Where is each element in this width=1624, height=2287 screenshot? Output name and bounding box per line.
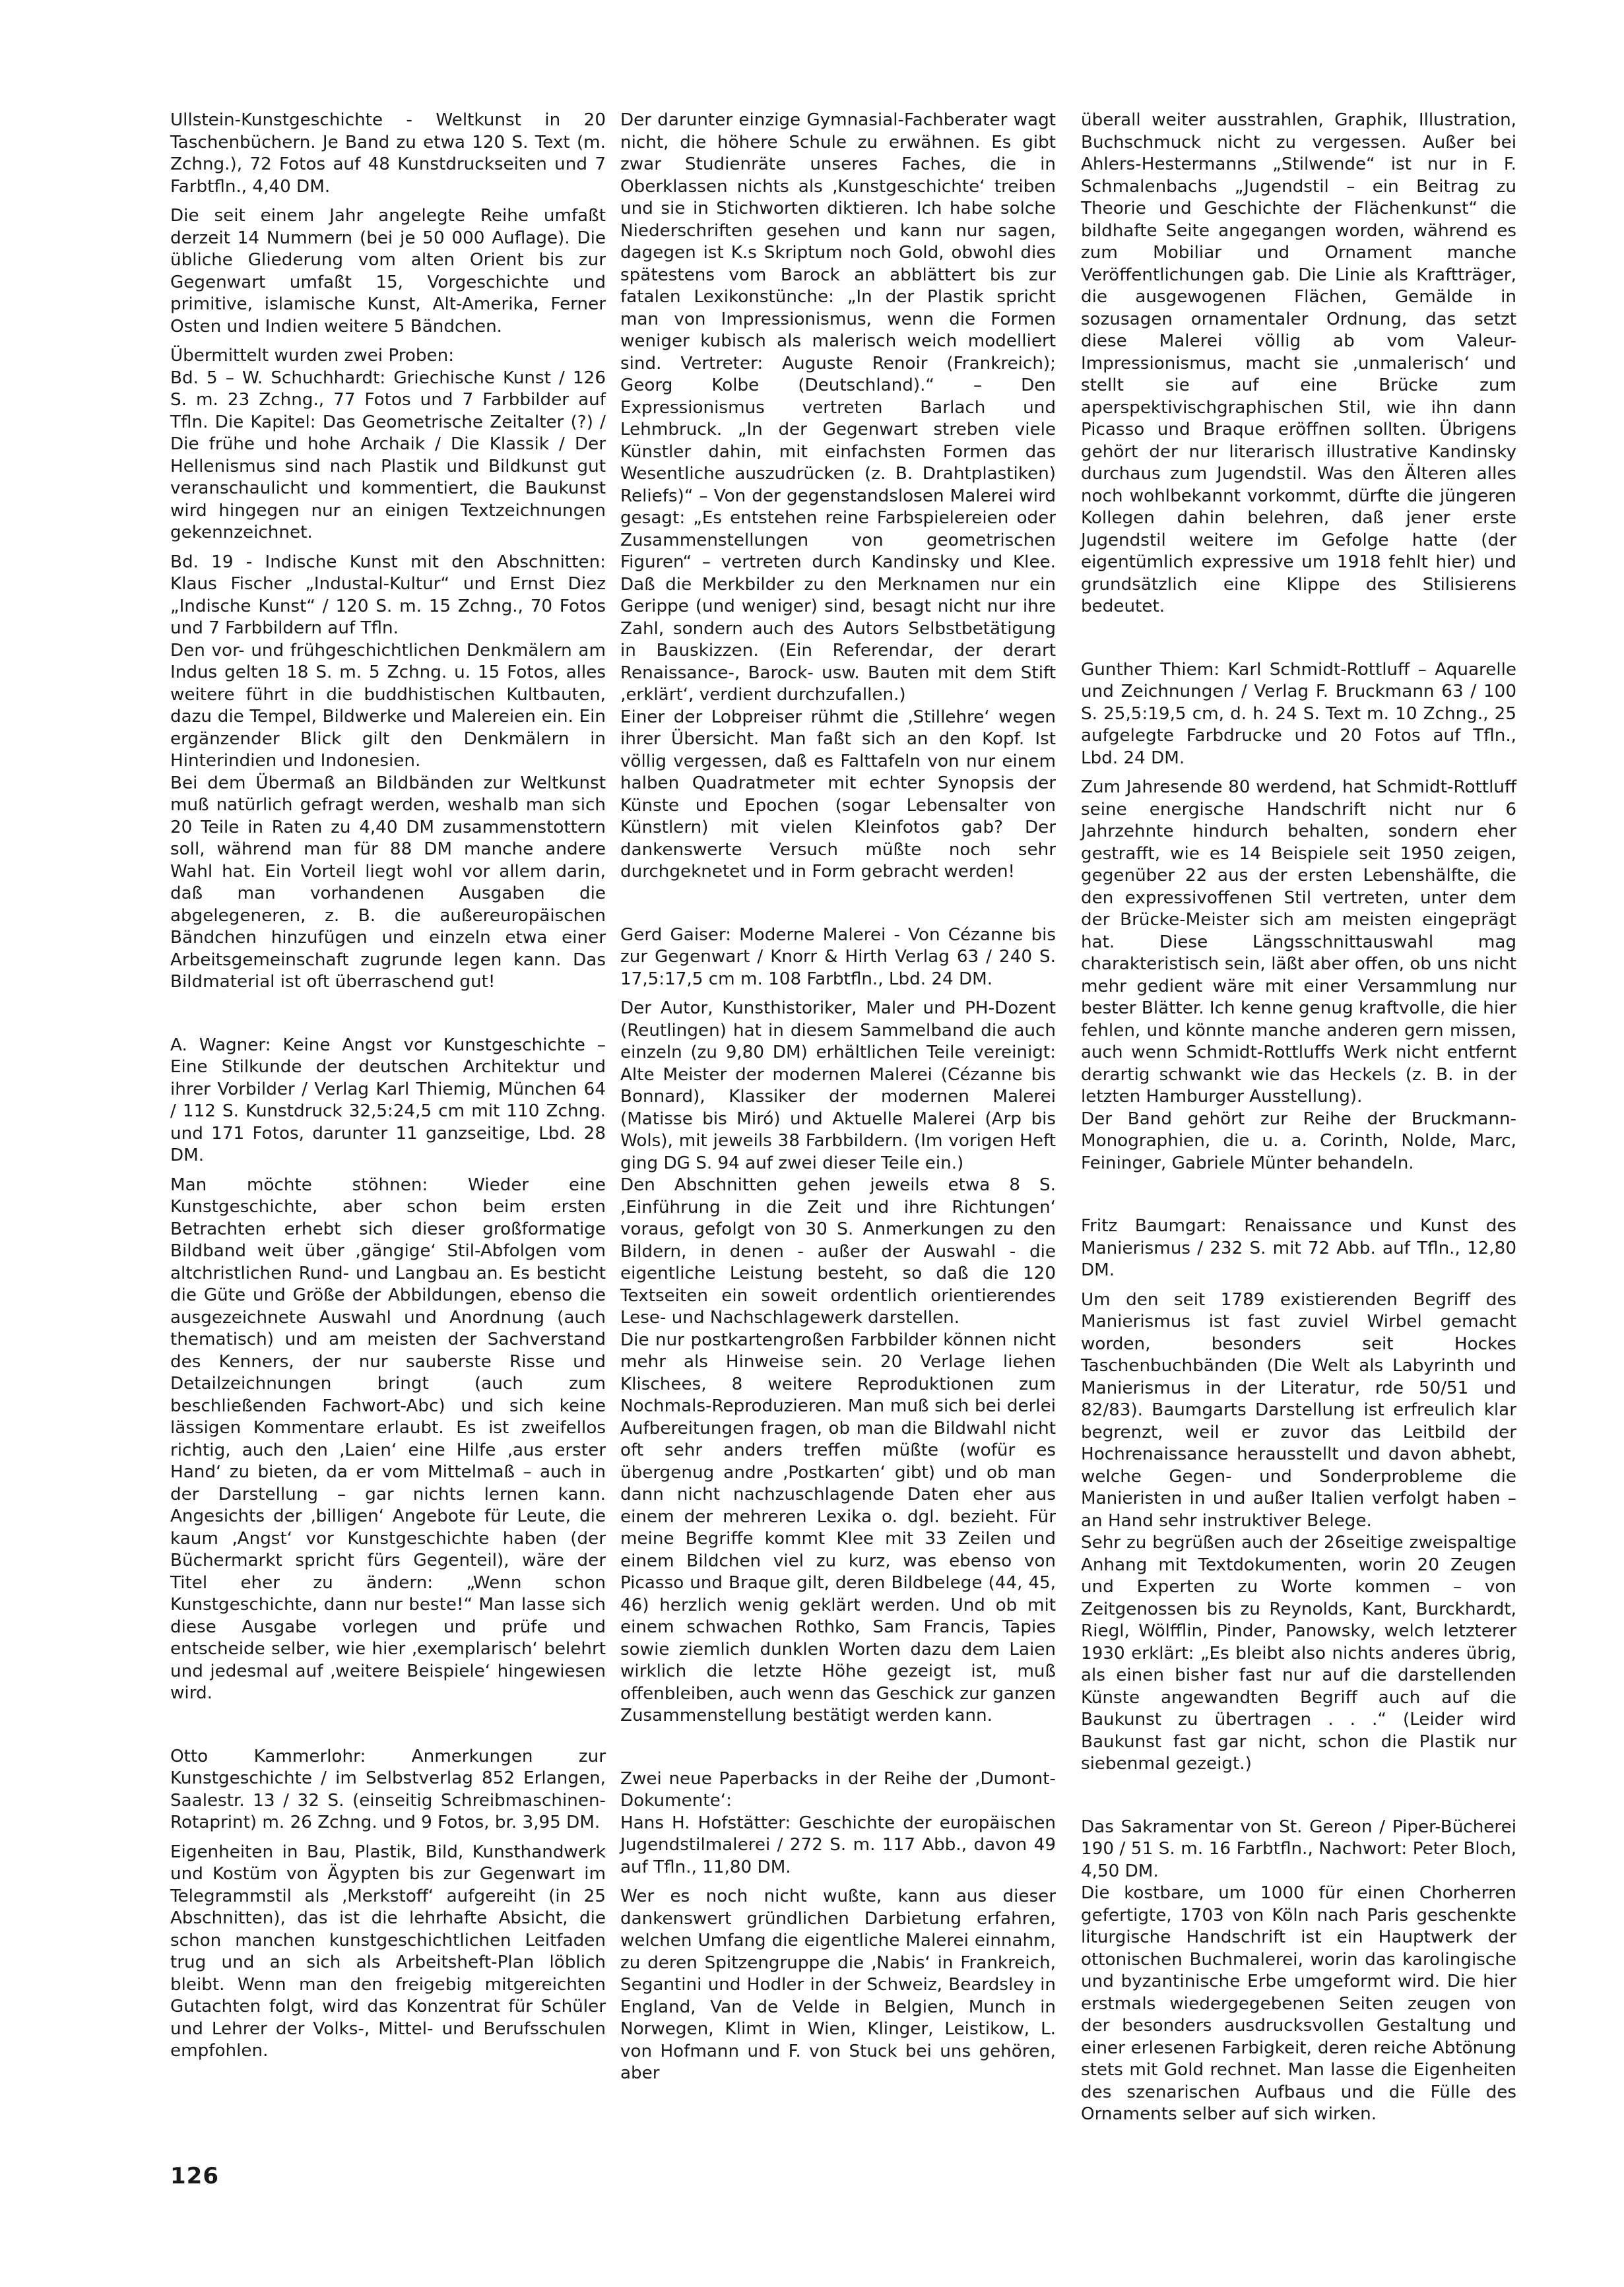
- paragraph: Den vor- und frühgeschichtlichen Denkmälern am Indus gelten 18 S. m. 5 Zchng. u. 15 Fotos, alles weitere führt in die buddhistischen Kultbauten, dazu die Tempel, Bildwerke und Malereien ein. Ein ergänzender Blick gilt den Denkmälern in Hinterindien und Indonesien.: [170, 640, 606, 771]
- paragraph: Man möchte stöhnen: Wieder eine Kunstgeschichte, aber schon beim ersten Betrachten erhebt sich dieser großformatige Bildband weit über ‚gängige‘ Stil-Abfolgen vom altchristlichen Rund- und Langbau an. Es besticht die Güte und Größe der Abbildungen, ebenso die ausgezeichnete Auswahl und Anordnung (auch thematisch) und am meisten der Sachverstand des Kenners, der nur sauberste Risse und Detailzeichnungen bringt (auch zum beschließenden Fachwort-Abc) und sich keine lässigen Kommentare erlaubt. Es ist zweifellos richtig, auch den ‚Laien‘ eine Hilfe ‚aus erster Hand‘ zu bieten, da er vom Mittelmaß – auch in der Darstellung – gar nichts lernen kann. Angesichts der ‚billigen‘ Angebote für Leute, die kaum ‚Angst‘ vor Kunstgeschichte haben (der Büchermarkt spricht fürs Gegenteil), wäre der Titel eher zu ändern: „Wenn schon Kunstgeschichte, dann nur beste!“ Man lasse sich diese Ausgabe vorlegen und prüfe und entscheide selber, wie hier ‚exemplarisch‘ belehrt und jedesmal auf ‚weitere Beispiele‘ hingewiesen wird.: [170, 1175, 606, 1703]
- paragraph: Eigenheiten in Bau, Plastik, Bild, Kunsthandwerk und Kostüm von Ägypten bis zur Gegenwart im Telegrammstil als ‚Merkstoff‘ aufgereiht (in 25 Abschnitten), das ist die lehrhafte Absicht, die schon manchen kunstgeschichtlichen Leitfaden trug und an sich als Arbeitsheft-Plan löblich bleibt. Wenn man den freigebig mitgereichten Gutachten folgt, wird das Konzentrat für Schüler und Lehrer der Volks-, Mittel- und Berufsschulen empfohlen.: [170, 1842, 606, 2061]
- book-entry-header: A. Wagner: Keine Angst vor Kunstgeschichte – Eine Stilkunde der deutschen Architektur und ihrer Vorbilder / Verlag Karl Thiemig, München 64 / 112 S. Kunstdruck 32,5:24,5 cm mit 110 Zchng. und 171 Fotos, darunter 11 ganzseitige, Lbd. 28 DM.: [170, 1035, 606, 1165]
- paragraph: Den Abschnitten gehen jeweils etwa 8 S. ‚Einführung in die Zeit und ihre Richtungen‘ voraus, gefolgt von 30 S. Anmerkungen zu den Bildern, in denen - außer der Auswahl - die eigentliche Leistung besteht, so daß die 120 Textseiten ein soweit ordentlich orientierendes Lese- und Nachschlagewerk darstellen.: [620, 1175, 1056, 1328]
- paragraph: Die nur postkartengroßen Farbbilder können nicht mehr als Hinweise sein. 20 Verlage liehen Klischees, 8 weitere Reproduktionen zum Nochmals-Reproduzieren. Man muß sich bei derlei Aufbereitungen fragen, ob man die Bildwahl nicht oft sehr anders treffen müßte (wofür es übergenug andre ‚Postkarten‘ gibt) und ob man dann nicht nachzuschlagende Daten eher aus einem der mehreren Lexika o. dgl. bezieht. Für meine Begriffe kommt Klee mit 33 Zeilen und einem Bildchen viel zu kurz, was ebenso von Picasso und Braque gilt, deren Bildbelege (44, 45, 46) herzlich wenig geklärt werden. Und ob mit einem schwachen Rothko, Sam Francis, Tapies sowie ziemlich dunklen Worten dazu dem Laien wirklich die letzte Höhe gezeigt ist, muß offenbleiben, auch wenn das Geschick zur ganzen Zusammenstellung bestätigt werden kann.: [620, 1330, 1056, 1725]
- book-entry-header: Gunther Thiem: Karl Schmidt-Rottluff – Aquarelle und Zeichnungen / Verlag F. Bruckmann 63 / 100 S. 25,5:19,5 cm, d. h. 24 S. Text m. 10 Zchng., 25 aufgelegte Farbdrucke und 20 Fotos auf Tfln., Lbd. 24 DM.: [1081, 659, 1516, 768]
- paragraph: Um den seit 1789 existierenden Begriff des Manierismus ist fast zuviel Wirbel gemacht worden, besonders seit Hockes Taschenbuchbänden (Die Welt als Labyrinth und Manierismus in der Literatur, rde 50/51 und 82/83). Baumgarts Darstellung ist erfreulich klar begrenzt, weil er zuvor das Leitbild der Hochrenaissance herausstellt und davon abhebt, welche Gegen- und Sonderprobleme die Manieristen in und außer Italien verfolgt haben – an Hand sehr instruktiver Belege.: [1081, 1289, 1516, 1531]
- book-entry-header: Das Sakramentar von St. Gereon / Piper-Bücherei 190 / 51 S. m. 16 Farbtfln., Nachwort: Peter Bloch, 4,50 DM.: [1081, 1817, 1516, 1881]
- paragraph: Bd. 19 - Indische Kunst mit den Abschnitten: Klaus Fischer „Industal-Kultur“ und Ernst Diez „Indische Kunst“ / 120 S. m. 15 Zchng., 70 Fotos und 7 Farbbildern auf Tfln.: [170, 552, 606, 638]
- paragraph: Einer der Lobpreiser rühmt die ‚Stillehre‘ wegen ihrer Übersicht. Man faßt sich an den Kopf. Ist völlig vergessen, daß es Falttafeln von nur einem halben Quadratmeter mit echter Synopsis der Künste und Epochen (sogar Lebensalter von Künstlern) mit vielen Kleinfotos gab? Der dankenswerte Versuch müßte noch sehr durchgeknetet und in Form gebracht werden!: [620, 707, 1056, 882]
- book-entry-header: Otto Kammerlohr: Anmerkungen zur Kunstgeschichte / im Selbstverlag 852 Erlangen, Saalestr. 13 / 32 S. (einseitig Schreibmaschinen-Rotaprint) m. 26 Zchng. und 9 Fotos, br. 3,95 DM.: [170, 1746, 606, 1832]
- paragraph: überall weiter ausstrahlen, Graphik, Illustration, Buchschmuck nicht zu vergessen. Außer bei Ahlers-Hestermanns „Stilwende“ ist nur in F. Schmalenbachs „Jugendstil – ein Beitrag zu Theorie und Geschichte der Flächenkunst“ die bildhafte Seite angegangen worden, während es zum Mobiliar und Ornament manche Veröffentlichungen gab. Die Linie als Kraftträger, die ausgewogenen Flächen, Gemälde in sozusagen ornamentaler Ordnung, das setzt diese Malerei völlig ab vom Valeur-Impressionismus, macht sie ‚unmalerisch‘ und stellt sie auf eine Brücke zum aperspektivischgraphischen Stil, wie ihn dann Picasso und Braque eröffnen sollten. Übrigens gehört der nur literarisch illustrative Kandinsky durchaus zum Jugendstil. Was den Älteren alles noch wohlbekannt vorkommt, dürfte die jüngeren Kollegen dahin belehren, daß jener erste Jugendstil weitere im Gefolge hatte (der eigentümlich expressive um 1918 fehlt hier) und grundsätzlich eine Klippe des Stilisierens bedeutet.: [1081, 110, 1516, 616]
- book-entry-header: Fritz Baumgart: Renaissance und Kunst des Manierismus / 232 S. mit 72 Abb. auf Tfln., 12,80 DM.: [1081, 1216, 1516, 1280]
- paragraph: Ullstein-Kunstgeschichte - Weltkunst in 20 Taschenbüchern. Je Band zu etwa 120 S. Text (m. Zchng.), 72 Fotos auf 48 Kunstdruckseiten und 7 Farbtfln., 4,40 DM.: [170, 110, 606, 197]
- column-middle: [620, 110, 1056, 2085]
- paragraph: Wer es noch nicht wußte, kann aus dieser dankenswert gründlichen Darbietung erfahren, welchen Umfang die eigentliche Malerei einnahm, zu deren Spitzengruppe die ‚Nabis‘ in Frankreich, Segantini und Hodler in der Schweiz, Beardsley in England, Van de Velde in Belgien, Munch in Norwegen, Klimt in Wien, Klinger, Leistikow, L. von Hofmann und F. von Stuck bei uns gehören, aber: [620, 1886, 1056, 2083]
- paragraph: Übermittelt wurden zwei Proben:: [170, 346, 455, 366]
- paragraph: Bd. 5 – W. Schuchhardt: Griechische Kunst / 126 S. m. 23 Zchng., 77 Fotos und 7 Farbbilder auf Tfln. Die Kapitel: Das Geometrische Zeitalter (?) / Die frühe und hohe Archaik / Die Klassik / Der Hellenismus sind nach Plastik und Bildkunst gut veranschaulicht und kommentiert, die Baukunst wird hingegen nur an einigen Textzeichnungen gekennzeichnet.: [170, 368, 606, 542]
- book-entry-header: Hans H. Hofstätter: Geschichte der europäischen Jugendstilmalerei / 272 S. m. 117 Abb., davon 49 auf Tfln., 11,80 DM.: [620, 1813, 1056, 1877]
- paragraph: Die kostbare, um 1000 für einen Chorherren gefertigte, 1703 von Köln nach Paris geschenkte liturgische Handschrift ist ein Hauptwerk der ottonischen Buchmalerei, worin das karolingische und byzantinische Erbe umgeformt wird. Die hier erstmals wiedergegebenen Seiten zeugen von der besonders ausdrucksvollen Gestaltung und einer erlesenen Farbigkeit, deren reiche Abtönung stets mit Gold rechnet. Man lasse die Eigenheiten des szenarischen Aufbaus und die Fülle des Ornaments selber auf sich wirken.: [1081, 1883, 1516, 2124]
- paragraph: Der Band gehört zur Reihe der Bruckmann-Monographien, die u. a. Corinth, Nolde, Marc, Feininger, Gabriele Münter behandeln.: [1081, 1109, 1516, 1173]
- column-right: [1081, 110, 1516, 2126]
- paragraph: Die seit einem Jahr angelegte Reihe umfaßt derzeit 14 Nummern (bei je 50 000 Auflage). Die übliche Gliederung vom alten Orient bis zur Gegenwart umfaßt 15, Vorgeschichte und primitive, islamische Kunst, Alt-Amerika, Ferner Osten und Indien weitere 5 Bändchen.: [170, 206, 606, 337]
- paragraph: Der darunter einzige Gymnasial-Fachberater wagt nicht, die höhere Schule zu erwähnen. Es gibt zwar Studienräte unseres Faches, die in Oberklassen nichts als ‚Kunstgeschichte‘ treiben und sie in Stichworten diktieren. Ich habe solche Niederschriften gesehen und kann nur sagen, dagegen ist K.s Skriptum noch Gold, obwohl dies spätestens vom Barock an abblättert bis zur fatalen Lexikonstünche: „In der Plastik spricht man von Impressionismus, wenn die Formen weniger kubisch als malerisch weich modelliert sind. Vertreter: Auguste Renoir (Frankreich); Georg Kolbe (Deutschland).“ – Den Expressionismus vertreten Barlach und Lehmbruck. „In der Gegenwart streben viele Künstler dahin, mit einfachsten Formen das Wesentliche auszudrücken (z. B. Drahtplastiken) Reliefs)“ – Von der gegenstandslosen Malerei wird gesagt: „Es entstehen reine Farbspielereien oder Zusammenstellungen von geometrischen Figuren“ – vertreten durch Kandinsky und Klee. Daß die Merkbilder zu den Merknamen nur ein Gerippe (und weniger) sind, besagt nicht nur ihre Zahl, sondern auch des Autors Selbstbetätigung in Bauskizzen. (Ein Referendar, der derart Renaissance-, Barock- usw. Bauten mit dem Stift ‚erklärt‘, verdient durchzufallen.): [620, 110, 1056, 705]
- page-number: 126: [170, 2163, 219, 2189]
- paragraph: Bei dem Übermaß an Bildbänden zur Weltkunst muß natürlich gefragt werden, weshalb man sich 20 Teile in Raten zu 4,40 DM zusammenstottern soll, während man für 88 DM manche andere Wahl hat. Ein Vorteil liegt wohl vor allem darin, daß man vorhandenen Ausgaben die abgelegeneren, z. B. die außereuropäischen Bändchen hinzufügen und einzeln etwa einer Arbeitsgemeinschaft zugrunde legen kann. Das Bildmaterial ist oft überraschend gut!: [170, 773, 606, 992]
- book-entry-header: Gerd Gaiser: Moderne Malerei - Von Cézanne bis zur Gegenwart / Knorr & Hirth Verlag 63 / 240 S. 17,5:17,5 cm m. 108 Farbtfln., Lbd. 24 DM.: [620, 924, 1056, 989]
- paragraph: Der Autor, Kunsthistoriker, Maler und PH-Dozent (Reutlingen) hat in diesem Sammelband die auch einzeln (zu 9,80 DM) erhältlichen Teile vereinigt: Alte Meister der modernen Malerei (Cézanne bis Bonnard), Klassiker der modernen Malerei (Matisse bis Miró) und Aktuelle Malerei (Arp bis Wols), mit jeweils 38 Farbbildern. (Im vorigen Heft ging DG S. 94 auf zwei dieser Teile ein.): [620, 998, 1056, 1173]
- paragraph: Zwei neue Paperbacks in der Reihe der ‚Dumont-Dokumente‘:: [620, 1768, 1056, 1811]
- paragraph: Zum Jahresende 80 werdend, hat Schmidt-Rottluff seine energische Handschrift nicht nur 6 Jahrzehnte hindurch behalten, sondern eher gestrafft, wie es 14 Beispiele seit 1950 zeigen, gegenüber 22 aus der ersten Lebenshälfte, die den expressivoffenen Stil vertreten, unter dem der Brücke-Meister sich am meisten eingeprägt hat. Diese Längsschnittauswahl mag charakteristisch sein, läßt aber offen, ob uns nicht mehr gedient wäre mit einer Versammlung nur bester Blätter. Ich kenne genug kraftvolle, die hier fehlen, und könnte manche anderen gern missen, auch wenn Schmidt-Rottluffs Werk nicht entfernt derartig schwankt wie das Heckels (z. B. in der letzten Hamburger Ausstellung).: [1081, 777, 1516, 1107]
- paragraph: Sehr zu begrüßen auch der 26seitige zweispaltige Anhang mit Textdokumenten, worin 20 Zeugen und Experten zu Worte kommen – von Zeitgenossen bis zu Reynolds, Kant, Burckhardt, Riegl, Wölfflin, Pinder, Panowsky, welch letzterer 1930 erklärt: „Es bleibt also nichts anderes übrig, als einen bisher fast nur auf die darstellenden Künste angewandten Begriff auch auf die Baukunst zu übertragen . . .“ (Leider wird Baukunst fast gar nicht, schon die Plastik nur siebenmal gezeigt.): [1081, 1533, 1516, 1774]
- column-left: [170, 110, 606, 2063]
